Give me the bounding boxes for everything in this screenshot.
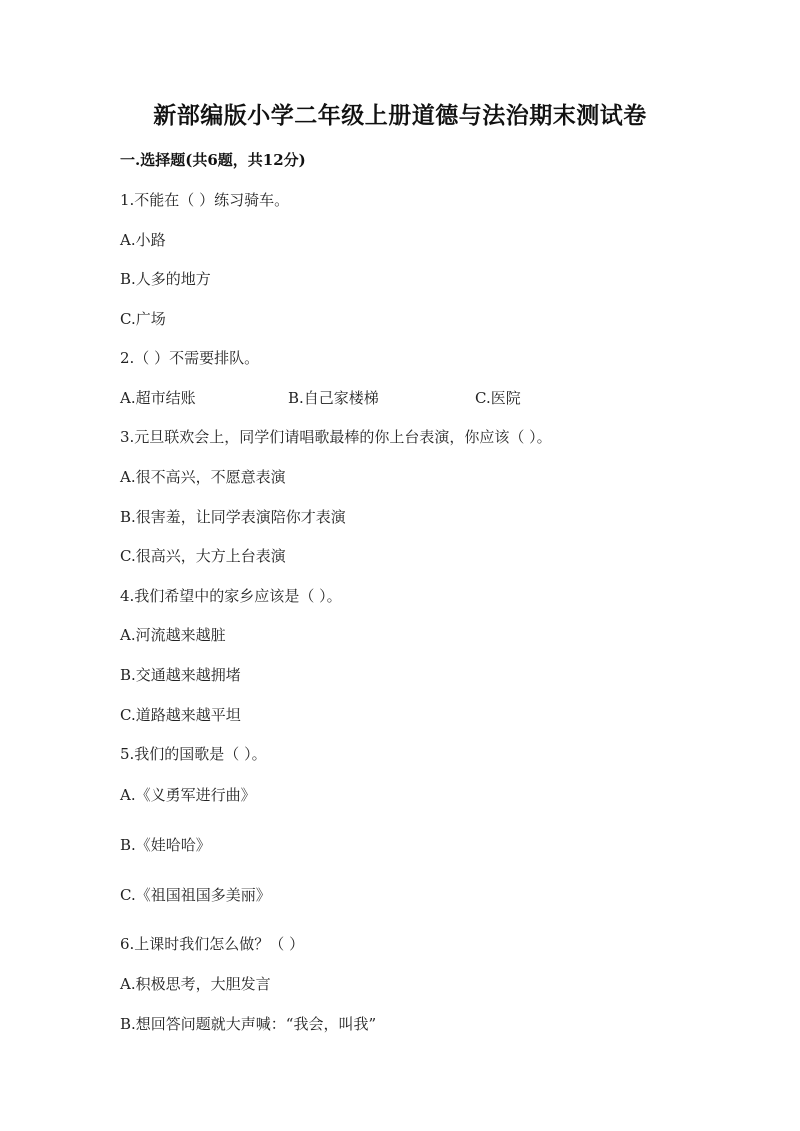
question-2-option-c: C.医院 (475, 389, 521, 407)
question-6-option-b: B.想回答问题就大声喊：“我会，叫我” (120, 1015, 377, 1033)
question-1-option-a: A.小路 (120, 231, 166, 249)
question-6-option-a: A.积极思考，大胆发言 (120, 975, 271, 993)
exam-title: 新部编版小学二年级上册道德与法治期末测试卷 (153, 102, 647, 129)
question-2-option-b: B.自己家楼梯 (288, 389, 379, 407)
question-5-option-b: B.《娃哈哈》 (120, 836, 211, 854)
question-3-stem: 3.元旦联欢会上，同学们请唱歌最棒的你上台表演，你应该（ ）。 (120, 428, 552, 446)
section-heading: 一.选择题(共6题，共12分) (120, 151, 306, 169)
question-1-stem: 1.不能在（ ）练习骑车。 (120, 191, 290, 209)
question-5-option-c: C.《祖国祖国多美丽》 (120, 886, 271, 904)
question-1-option-b: B.人多的地方 (120, 270, 211, 288)
question-4-option-b: B.交通越来越拥堵 (120, 666, 241, 684)
question-5-option-a: A.《义勇军进行曲》 (120, 786, 256, 804)
question-4-option-a: A.河流越来越脏 (120, 626, 226, 644)
question-4-option-c: C.道路越来越平坦 (120, 706, 241, 724)
question-2-stem: 2.（ ）不需要排队。 (120, 349, 260, 367)
question-4-stem: 4.我们希望中的家乡应该是（ ）。 (120, 587, 342, 605)
question-2-option-a: A.超市结账 (120, 389, 196, 407)
question-1-option-c: C.广场 (120, 310, 166, 328)
question-5-stem: 5.我们的国歌是（ ）。 (120, 745, 267, 763)
question-3-option-c: C.很高兴，大方上台表演 (120, 547, 286, 565)
question-3-option-b: B.很害羞，让同学表演陪你才表演 (120, 508, 346, 526)
question-6-stem: 6.上课时我们怎么做？（ ） (120, 935, 305, 953)
question-3-option-a: A.很不高兴，不愿意表演 (120, 468, 286, 486)
